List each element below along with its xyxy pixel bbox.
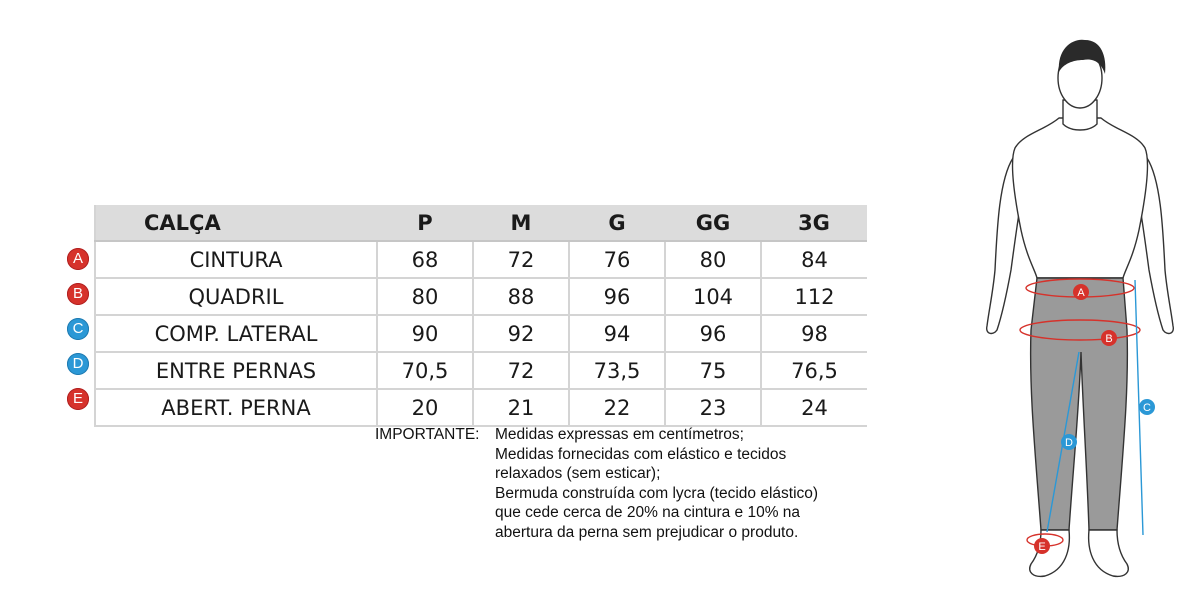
table-cell: 104 [665,278,761,315]
table-cell: 96 [569,278,665,315]
table-cell: 68 [377,241,473,278]
torso [1013,118,1148,278]
table-row [95,352,867,389]
table-cell: 76,5 [761,352,867,389]
note-lines [495,425,818,543]
measure-label: ABERT. PERNA [95,389,377,426]
marker-d [1061,434,1077,450]
table-cell: 112 [761,278,867,315]
body-measurement-figure [975,30,1185,585]
svg-text:C: C [1143,402,1151,414]
table-cell: 22 [569,389,665,426]
size-table [94,205,867,427]
marker-c [1139,399,1155,415]
svg-text:B: B [1105,333,1113,345]
svg-text:D: D [1065,437,1073,449]
table-cell: 72 [473,241,569,278]
badge-d: D [67,353,89,375]
size-header-g: G [569,205,665,241]
badge-b: B [67,283,89,305]
table-cell: 80 [377,278,473,315]
note-line: que cede cerca de 20% na cintura e 10% na [495,504,801,522]
table-cell: 80 [665,241,761,278]
table-cell: 90 [377,315,473,352]
note-label: IMPORTANTE: [375,426,480,443]
svg-text:A: A [1077,287,1085,299]
measure-label: QUADRIL [95,278,377,315]
left-foot [1030,530,1070,576]
table-cell: 72 [473,352,569,389]
marker-b [1101,330,1117,346]
note-line: Bermuda construída com lycra (tecido elástico) [495,484,819,502]
table-cell: 84 [761,241,867,278]
size-header-p: P [377,205,473,241]
table-header-row [95,205,867,241]
table-cell: 98 [761,315,867,352]
marker-e [1034,538,1050,554]
table-row [95,315,867,352]
measure-label: COMP. LATERAL [95,315,377,352]
table-cell: 70,5 [377,352,473,389]
note-line: Medidas expressas em centímetros; [495,426,744,443]
table-row [95,278,867,315]
product-title: CALÇA [95,205,377,241]
measure-label: CINTURA [95,241,377,278]
svg-text:E: E [1038,541,1046,553]
note-line: abertura da perna sem prejudicar o produto. [495,523,799,541]
important-note [375,425,818,543]
badge-a: A [67,248,89,270]
table-row [95,389,867,426]
right-foot [1089,530,1129,576]
note-line: Medidas fornecidas com elástico e tecidos [495,445,787,463]
table-cell: 92 [473,315,569,352]
table-cell: 23 [665,389,761,426]
note-line: relaxados (sem esticar); [495,465,661,483]
marker-a [1073,284,1089,300]
table-cell: 20 [377,389,473,426]
size-header-3g: 3G [761,205,867,241]
size-header-gg: GG [665,205,761,241]
measure-label: ENTRE PERNAS [95,352,377,389]
badge-e: E [67,388,89,410]
table-row [95,241,867,278]
table-cell: 75 [665,352,761,389]
table-cell: 94 [569,315,665,352]
table-cell: 76 [569,241,665,278]
size-header-m: M [473,205,569,241]
table-cell: 96 [665,315,761,352]
badge-c: C [67,318,89,340]
table-cell: 21 [473,389,569,426]
table-cell: 73,5 [569,352,665,389]
table-cell: 88 [473,278,569,315]
pants [1031,278,1128,530]
table-cell: 24 [761,389,867,426]
